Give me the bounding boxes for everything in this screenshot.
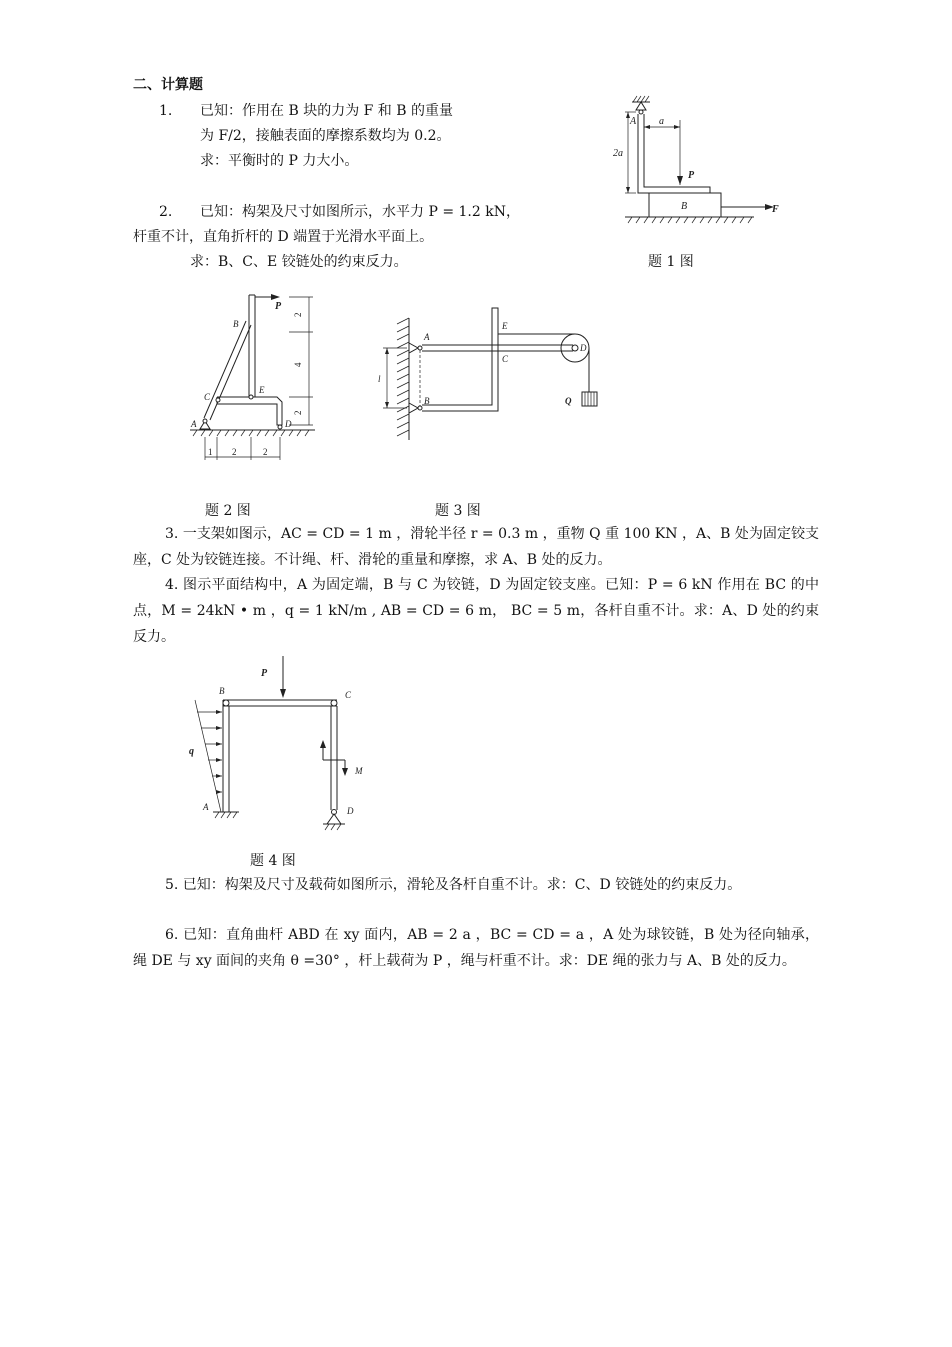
problem-2-line-2: 杆重不计，直角折杆的 D 端置于光滑水平面上。: [133, 229, 434, 245]
figure-3-diagram: [375, 300, 615, 445]
fig2-dim-top: 2: [293, 312, 303, 317]
problem-6-text: 6. 已知：直角曲杆 ABD 在 xy 面内，AB = 2 a ，BC = CD = a ，A 处为球铰链，B 处为径向轴承，绳 DE 与 xy 面间的夹角 θ =30° ，杆上载荷为 P ，绳与杆重不计。求：DE 绳的张力与 A、B 处的反力。: [133, 927, 819, 969]
figure-1-caption: 题 1 图: [648, 254, 694, 270]
figure-2-diagram: [185, 285, 325, 470]
fig1-label-P: P: [688, 170, 695, 181]
fig4-label-C: C: [345, 690, 352, 700]
problem-2-number: 2.: [159, 204, 173, 220]
problem-1-line-1: 已知：作用在 B 块的力为 F 和 B 的重量: [200, 103, 453, 119]
fig2-dim-bot: 2: [293, 410, 303, 415]
fig4-label-A: A: [203, 802, 209, 812]
fig1-label-a: a: [659, 116, 664, 127]
problem-1-line-2: 为 F/2，接触表面的摩擦系数均为 0.2。: [200, 128, 451, 144]
fig4-label-D: D: [347, 806, 354, 816]
fig3-label-Q: Q: [565, 396, 572, 406]
fig3-label-E: E: [502, 321, 508, 331]
section-heading: 二、计算题: [133, 77, 203, 93]
fig1-label-B: B: [681, 201, 688, 212]
fig3-label-B: B: [424, 396, 430, 406]
fig2-label-E: E: [259, 385, 265, 395]
fig4-label-M: M: [355, 766, 363, 776]
fig2-dim-w2: 2: [232, 447, 237, 457]
figure-4-diagram: [185, 652, 370, 837]
figure-4-caption: 题 4 图: [250, 853, 296, 869]
fig2-dim-mid: 4: [293, 362, 303, 367]
fig4-label-B: B: [219, 686, 225, 696]
fig2-dim-w3: 2: [263, 447, 268, 457]
fig4-label-P: P: [261, 668, 268, 679]
fig4-label-q: q: [189, 746, 194, 757]
fig2-label-C: C: [204, 392, 211, 402]
figure-3-caption: 题 3 图: [435, 503, 481, 519]
fig3-label-C: C: [502, 354, 509, 364]
fig1-label-2a: 2a: [613, 148, 623, 159]
fig3-label-l: l: [378, 374, 381, 384]
problem-1-number: 1.: [159, 103, 173, 119]
fig2-label-D: D: [285, 419, 292, 429]
fig3-label-D: D: [580, 343, 587, 353]
figure-2-caption: 题 2 图: [205, 503, 251, 519]
problem-1-line-3: 求：平衡时的 P 力大小。: [200, 153, 359, 169]
problem-2-line-3: 求：B、C、E 铰链处的约束反力。: [190, 254, 408, 270]
fig1-label-A: A: [630, 116, 637, 127]
problem-5-text: 5. 已知：构架及尺寸及载荷如图所示，滑轮及各杆自重不计。求：C、D 铰链处的约束反力。: [165, 877, 742, 893]
fig2-label-A: A: [191, 419, 197, 429]
fig1-label-F: F: [772, 204, 779, 215]
figure-1-diagram: [610, 90, 790, 240]
fig2-dim-w1: 1: [208, 447, 213, 457]
fig3-label-A: A: [424, 332, 430, 342]
problem-3-text: 3. 一支架如图示，AC = CD = 1 m ，滑轮半径 r = 0.3 m ，重物 Q 重 100 KN ，A、B 处为固定铰支座，C 处为铰链连接。不计绳、杆、滑轮的重量和摩擦，求 A、B 处的反力。: [133, 526, 819, 568]
fig2-label-B: B: [233, 319, 239, 329]
problem-2-line-1: 已知：构架及尺寸如图所示，水平力 P = 1.2 kN，: [200, 204, 520, 220]
fig2-label-P: P: [275, 301, 282, 312]
problem-4-text: 4. 图示平面结构中，A 为固定端，B 与 C 为铰链，D 为固定铰支座。已知：P = 6 kN 作用在 BC 的中点，M = 24kN • m ，q = 1 kN/m , AB = CD = 6 m， BC = 5 m，各杆自重不计。求：A、D 处的约束反力。: [133, 577, 819, 645]
